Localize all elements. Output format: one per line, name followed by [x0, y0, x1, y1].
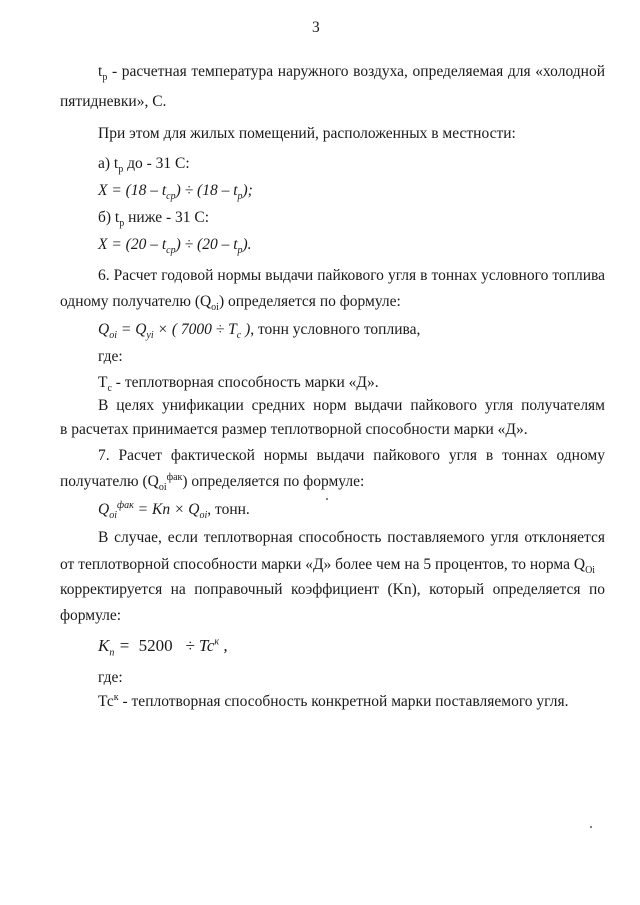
scan-speck: [326, 498, 328, 500]
formula-x-20: $X = (20 - t_{ср}) \div (20 - t_р)$.: [98, 236, 252, 257]
unification-line-2: в расчетах принимается размер теплотворной способности марки «Д».: [60, 421, 528, 438]
formula-x-18: $X = (18 - t_{ср}) \div (18 - t_р)$;: [98, 182, 253, 203]
scan-speck-margin: [590, 826, 592, 828]
unification-line-1: В целях унификации средних норм выдачи пайкового угля получателям: [98, 397, 605, 414]
text-line-tc-definition: $Т_с$ - теплотворная способность марки «Д».: [98, 374, 379, 395]
paragraph-6-line-2: одному получателю $(Q_{oi})$ определяется по формуле:: [60, 293, 401, 314]
where-label-1: где:: [98, 348, 123, 365]
paragraph-6-line-1: 6. Расчет годовой нормы выдачи пайкового угля в тоннах условного топлива: [98, 267, 605, 284]
text-line-case-a: а) $t_р$ до - 31 С:: [98, 155, 190, 176]
text-line-pyatidnevki: пятидневки», С.: [60, 93, 167, 110]
case-line-4: формуле:: [60, 607, 122, 624]
paragraph-7-line-1: 7. Расчет фактической нормы выдачи пайкового угля в тоннах одному: [98, 447, 605, 464]
case-line-3: корректируется на поправочный коэффициент (Kn), который определяется по: [60, 581, 605, 598]
formula-qoi-fact: $Q_{oi}^{фак} = Kn \times Q_{oi}$, тонн.: [98, 499, 250, 522]
case-line-1: В случае, если теплотворная способность поставляемого угля отклоняется: [98, 529, 605, 546]
where-label-2: где:: [98, 669, 123, 686]
formula-kn: $K_n = 5200 \div Tc^к$ ,: [98, 636, 228, 659]
case-line-2: от теплотворной способности марки «Д» более чем на 5 процентов, то норма $Q_{Oi}$: [60, 556, 596, 577]
paragraph-7-line-2: получателю $(Q_{oi}^{фак})$ определяется по формуле:: [60, 471, 365, 494]
page-number: 3: [312, 19, 320, 36]
text-line-tck-definition: $Тс^к$ - теплотворная способность конкретной марки поставляемого угля.: [98, 691, 569, 710]
text-line-tp-definition: $t_р$ - расчетная температура наружного воздуха, определяемая для «холодной: [98, 63, 605, 84]
text-line-case-b: б) $t_р$ ниже - 31 С:: [98, 209, 210, 230]
formula-qoi: $Q_{oi} = Q_{yi}$ × ( $7000 \div T_c$ ), тонн условного топлива,: [98, 321, 421, 342]
text-line-living-premises: При этом для жилых помещений, расположенных в местности:: [98, 125, 516, 142]
